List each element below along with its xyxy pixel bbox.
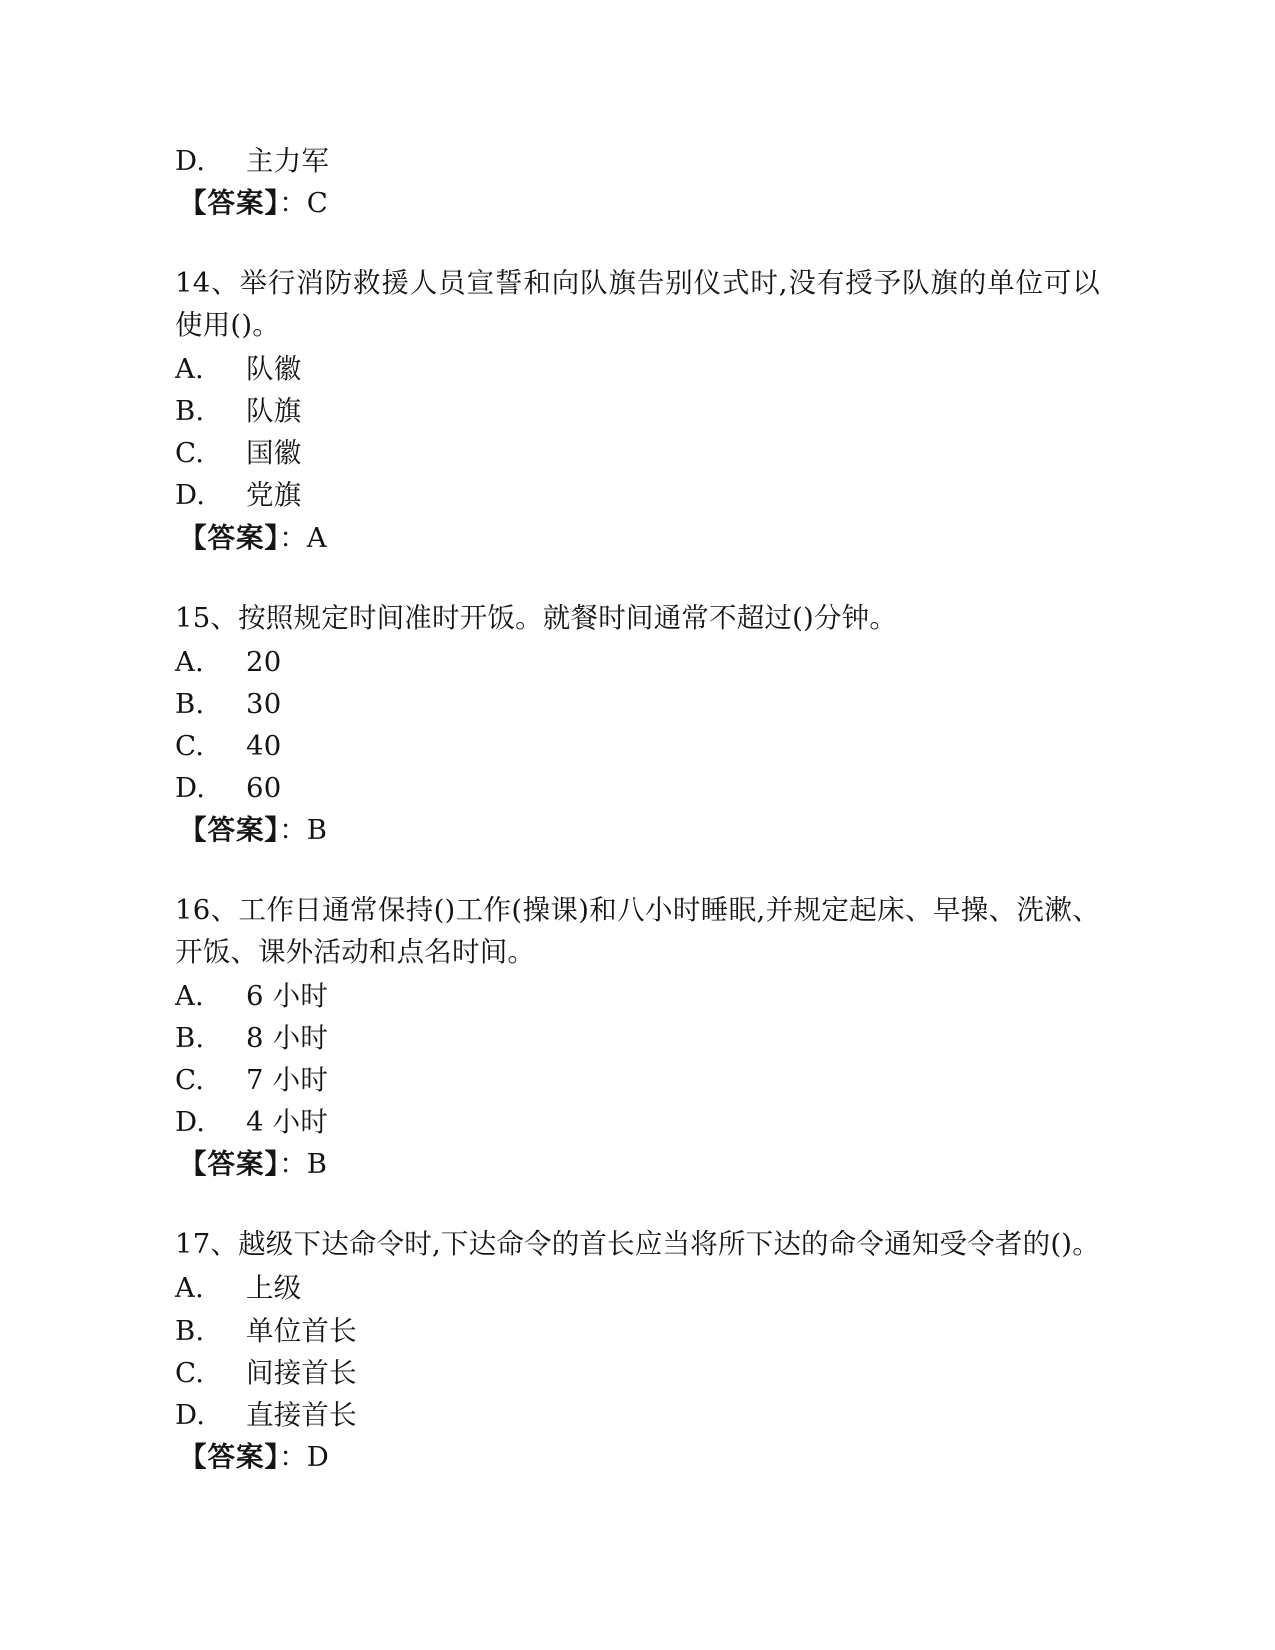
question-block-14 [175, 262, 1100, 558]
option-row [175, 432, 1100, 474]
option-row [175, 1310, 1100, 1352]
option-row [175, 1059, 1100, 1101]
answer-label: 【答案】 [179, 813, 280, 846]
answer-value: D [306, 1440, 329, 1473]
option-letter: B. [175, 395, 205, 428]
answer-colon: ： [279, 521, 307, 554]
option-letter: B. [175, 1314, 205, 1347]
option-text: 国徽 [246, 437, 302, 470]
option-letter: A. [175, 645, 205, 678]
option-text: 30 [246, 687, 282, 720]
option-row [175, 683, 1100, 725]
option-letter: A. [175, 353, 205, 386]
option-letter: D. [175, 479, 206, 512]
option-text: 间接首长 [246, 1356, 357, 1389]
option-text: 7 小时 [246, 1064, 329, 1097]
answer-row [175, 809, 1100, 851]
option-text: 40 [246, 729, 282, 762]
option-row [175, 390, 1100, 432]
answer-colon: ： [279, 187, 307, 220]
question-block-17 [175, 1223, 1100, 1477]
option-letter: D. [175, 145, 206, 177]
option-text: 单位首长 [246, 1314, 357, 1347]
option-row [175, 140, 1100, 182]
option-text: 上级 [246, 1272, 302, 1305]
answer-row [175, 517, 1100, 559]
option-text: 4 小时 [246, 1106, 329, 1139]
answer-row [175, 182, 1100, 224]
option-letter: C. [175, 729, 205, 762]
answer-colon: ： [279, 1148, 307, 1181]
question-stem: 17、越级下达命令时,下达命令的首长应当将所下达的命令通知受令者的()。 [175, 1228, 1100, 1261]
answer-row [175, 1143, 1100, 1185]
question-spacer [175, 857, 1100, 889]
option-row [175, 1017, 1100, 1059]
option-text: 60 [246, 771, 282, 804]
option-row [175, 348, 1100, 390]
answer-value: C [306, 187, 328, 220]
answer-value: B [306, 1148, 328, 1181]
question-block-16 [175, 889, 1100, 1185]
answer-row [175, 1436, 1100, 1478]
option-text: 主力军 [246, 145, 330, 177]
option-text: 20 [246, 645, 282, 678]
document-body [175, 140, 1100, 1478]
question-spacer [175, 1191, 1100, 1223]
option-text: 6 小时 [246, 980, 329, 1013]
option-letter: B. [175, 1022, 205, 1055]
option-row [175, 474, 1100, 516]
option-letter: A. [175, 1272, 205, 1305]
question-spacer [175, 230, 1100, 262]
option-letter: D. [175, 1398, 206, 1431]
option-letter: D. [175, 771, 206, 804]
option-letter: B. [175, 687, 205, 720]
option-row [175, 1352, 1100, 1394]
answer-colon: ： [279, 1440, 307, 1473]
option-letter: C. [175, 437, 205, 470]
answer-colon: ： [279, 813, 307, 846]
option-row [175, 975, 1100, 1017]
option-row [175, 1267, 1100, 1309]
question-stem: 15、按照规定时间准时开饭。就餐时间通常不超过()分钟。 [175, 601, 898, 634]
option-letter: A. [175, 980, 205, 1013]
answer-value: A [306, 521, 327, 554]
question-block-15 [175, 597, 1100, 851]
option-row [175, 767, 1100, 809]
option-letter: D. [175, 1106, 206, 1139]
question-stem: 14、举行消防救援人员宣誓和向队旗告别仪式时,没有授予队旗的单位可以使用()。 [175, 267, 1100, 342]
option-row [175, 641, 1100, 683]
answer-label: 【答案】 [179, 521, 280, 554]
option-row [175, 1394, 1100, 1436]
option-letter: C. [175, 1064, 205, 1097]
answer-label: 【答案】 [179, 1440, 280, 1473]
answer-label: 【答案】 [179, 187, 280, 220]
option-text: 党旗 [246, 479, 302, 512]
option-text: 队徽 [246, 353, 302, 386]
option-text: 直接首长 [246, 1398, 357, 1431]
option-text: 队旗 [246, 395, 302, 428]
option-letter: C. [175, 1356, 205, 1389]
option-text: 8 小时 [246, 1022, 329, 1055]
option-row [175, 1101, 1100, 1143]
answer-value: B [306, 813, 328, 846]
question-stem: 16、工作日通常保持()工作(操课)和八小时睡眠,并规定起床、早操、洗漱、开饭、课外活动和点名时间。 [175, 893, 1100, 968]
answer-label: 【答案】 [179, 1148, 280, 1181]
question-spacer [175, 565, 1100, 597]
option-row [175, 725, 1100, 767]
continued-question-fragment [175, 140, 1100, 224]
